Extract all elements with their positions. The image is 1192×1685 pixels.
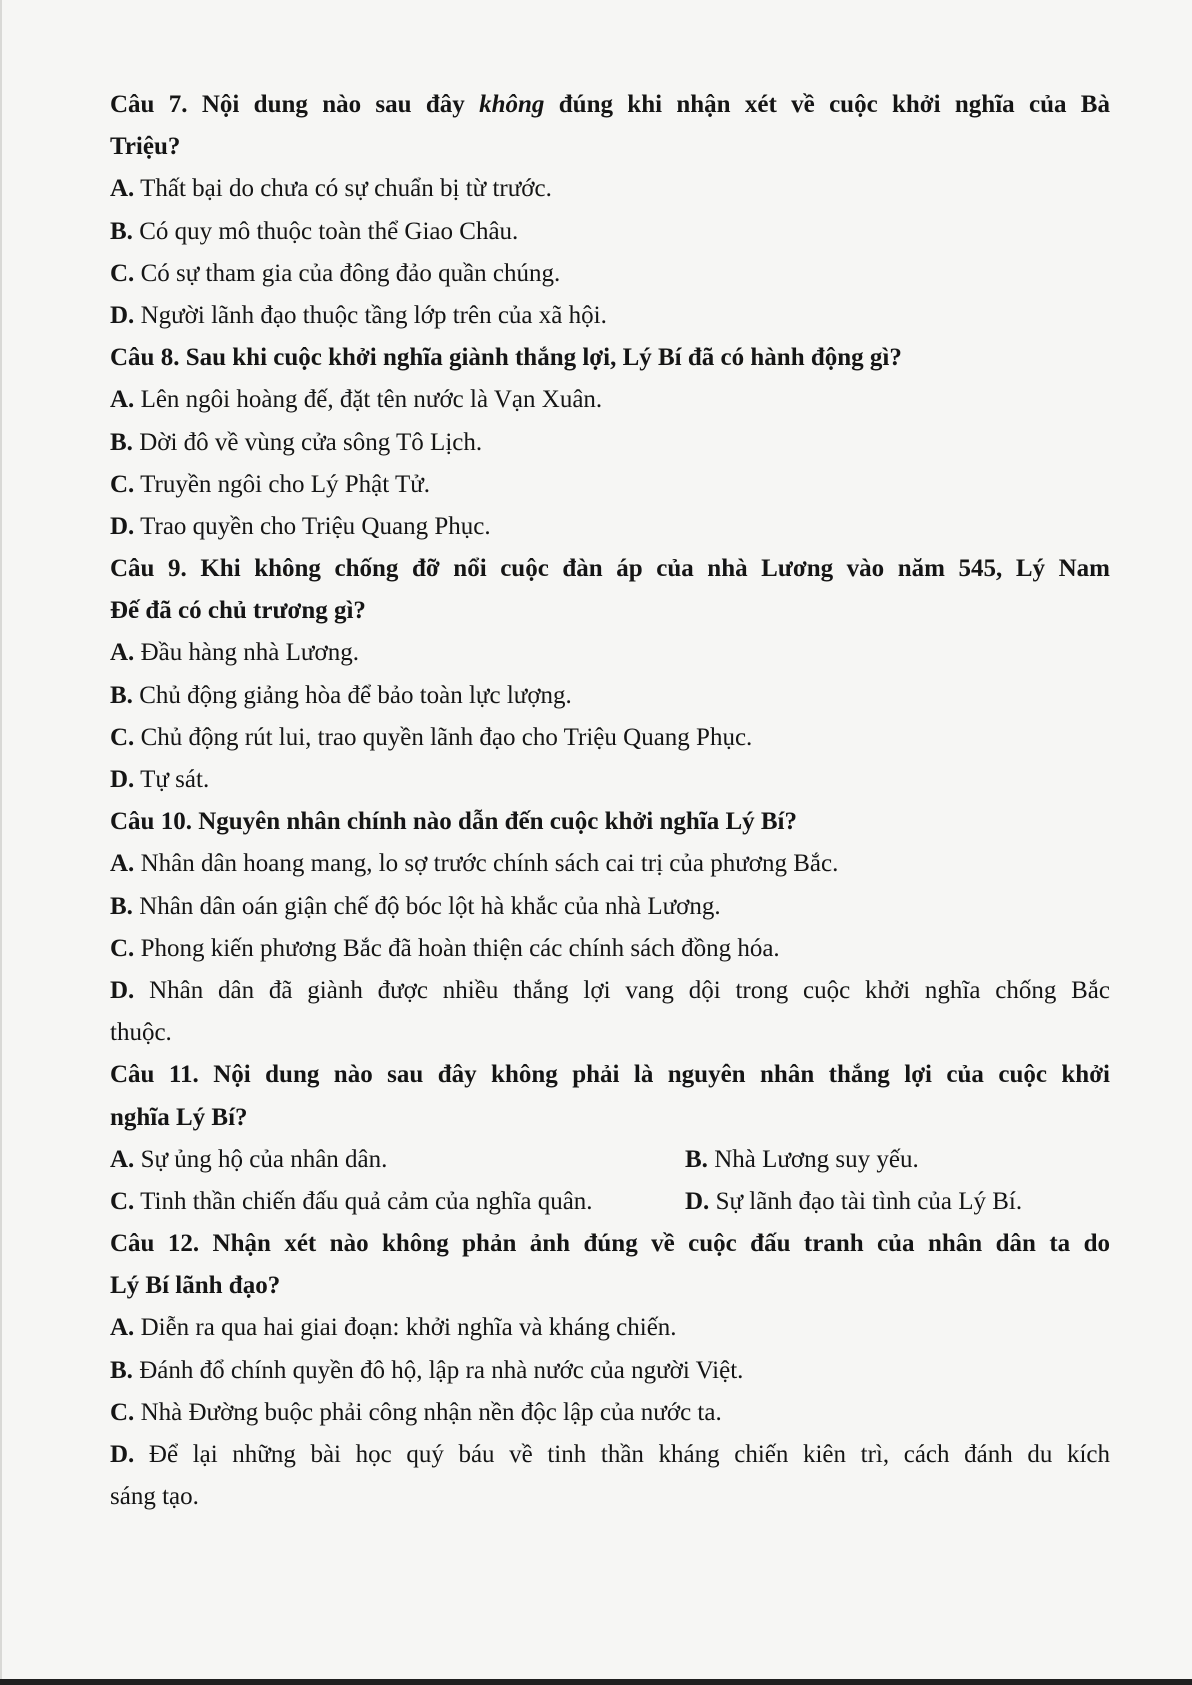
option-a (110, 168, 1110, 210)
option-a (110, 1139, 685, 1181)
option-d-continued: sáng tạo. (110, 1483, 199, 1511)
question-9 (110, 548, 1110, 801)
option-text: Nhân dân hoang mang, lo sợ trước chính sách cai trị của phương Bắc. (134, 850, 839, 878)
question-title-continued: Đế đã có chủ trương gì? (110, 597, 366, 625)
option-c (110, 1181, 685, 1223)
option-text: Đầu hàng nhà Lương. (134, 639, 359, 667)
question-7 (110, 84, 1110, 337)
option-c (110, 1392, 1110, 1434)
option-letter: A. (110, 1314, 135, 1342)
option-letter: C. (110, 1398, 135, 1426)
option-text: Để lại những bài học quý báu về tinh thần kháng chiến kiên trì, cách đánh du kích (134, 1441, 1110, 1468)
option-text: Chủ động giảng hòa để bảo toàn lực lượng. (132, 681, 572, 709)
question-title-line: Câu 9. Khi không chống đỡ nổi cuộc đàn áp của nhà Lương vào năm 545, Lý Nam (110, 555, 1110, 583)
option-letter: A. (110, 386, 135, 414)
option-text: Tự sát. (134, 766, 210, 793)
option-text: Tinh thần chiến đấu quả cảm của nghĩa quân. (134, 1187, 593, 1215)
question-11 (110, 1054, 1110, 1223)
option-c (110, 717, 1110, 759)
question-title-line: Câu 12. Nhận xét nào không phản ảnh đúng về cuộc đấu tranh của nhân dân ta do (110, 1230, 1110, 1258)
question-title-line: Câu 11. Nội dung nào sau đây không phải là nguyên nhân thắng lợi của cuộc khởi (110, 1061, 1110, 1089)
option-text: Nhân dân oán giận chế độ bóc lột hà khắc của nhà Lương. (132, 892, 721, 920)
question-8 (110, 337, 1110, 548)
option-a (110, 843, 1110, 885)
option-text: Dời đô về vùng cửa sông Tô Lịch. (132, 428, 483, 456)
option-letter: C. (110, 723, 135, 751)
scan-edge (0, 0, 2, 1685)
option-letter: B. (110, 681, 133, 709)
question-12 (110, 1223, 1110, 1518)
question-title: Câu 10. Nguyên nhân chính nào dẫn đến cuộc khởi nghĩa Lý Bí? (110, 808, 797, 836)
option-a (110, 632, 1110, 674)
question-title-continued: nghĩa Lý Bí? (110, 1103, 248, 1131)
question-title (110, 84, 1110, 126)
emphasis-text: không (479, 91, 545, 118)
option-d (110, 295, 1110, 337)
option-b (685, 1139, 1110, 1181)
option-letter: A. (110, 639, 135, 667)
option-letter: B. (110, 1356, 133, 1384)
scan-bottom-edge (0, 1679, 1192, 1685)
option-text: Có quy mô thuộc toàn thể Giao Châu. (132, 217, 519, 245)
option-letter: D. (110, 512, 135, 540)
question-title-continued: Triệu? (110, 133, 181, 161)
option-text: Sự ủng hộ của nhân dân. (134, 1145, 388, 1173)
option-row (110, 1139, 1110, 1181)
option-letter: D. (110, 301, 135, 329)
option-letter: C. (110, 934, 135, 962)
option-b (110, 211, 1110, 253)
question-title (110, 1054, 1110, 1096)
option-letter: B. (685, 1145, 708, 1173)
option-d-continued: thuộc. (110, 1019, 172, 1047)
option-text: Trao quyền cho Triệu Quang Phục. (134, 512, 491, 540)
option-d (110, 1434, 1110, 1476)
option-letter: A. (110, 175, 135, 203)
option-b (110, 422, 1110, 464)
option-c (110, 464, 1110, 506)
option-d (110, 759, 1110, 801)
question-title-continued: Lý Bí lãnh đạo? (110, 1272, 281, 1300)
option-text: Thất bại do chưa có sự chuẩn bị từ trước. (134, 175, 552, 203)
option-b (110, 675, 1110, 717)
option-letter: B. (110, 217, 133, 245)
option-letter: D. (685, 1187, 710, 1215)
option-letter: C. (110, 1187, 135, 1215)
option-text: Diễn ra qua hai giai đoạn: khởi nghĩa và kháng chiến. (134, 1314, 677, 1342)
option-b (110, 886, 1110, 928)
option-text: Truyền ngôi cho Lý Phật Tử. (134, 470, 431, 498)
question-title (110, 1223, 1110, 1265)
option-text: Sự lãnh đạo tài tình của Lý Bí. (709, 1187, 1023, 1215)
question-10 (110, 801, 1110, 1054)
option-a (110, 379, 1110, 421)
option-a (110, 1307, 1110, 1349)
option-text: Người lãnh đạo thuộc tầng lớp trên của xã hội. (134, 301, 607, 329)
option-row (110, 1181, 1110, 1223)
option-text: Lên ngôi hoàng đế, đặt tên nước là Vạn Xuân. (134, 386, 603, 414)
option-text: Phong kiến phương Bắc đã hoàn thiện các chính sách đồng hóa. (134, 934, 780, 962)
option-d (110, 970, 1110, 1012)
option-letter: A. (110, 850, 135, 878)
option-text: Chủ động rút lui, trao quyền lãnh đạo cho Triệu Quang Phục. (134, 723, 753, 751)
question-list (110, 84, 1110, 1518)
option-text: Đánh đổ chính quyền đô hộ, lập ra nhà nước của người Việt. (132, 1356, 744, 1384)
option-letter: D. (110, 766, 135, 793)
option-text: Nhà Lương suy yếu. (707, 1145, 919, 1173)
option-d (685, 1181, 1110, 1223)
option-text: Có sự tham gia của đông đảo quần chúng. (134, 259, 561, 287)
question-title: Câu 8. Sau khi cuộc khởi nghĩa giành thắng lợi, Lý Bí đã có hành động gì? (110, 344, 902, 372)
option-letter: A. (110, 1145, 135, 1173)
option-letter: B. (110, 428, 133, 456)
option-letter: C. (110, 470, 135, 498)
option-text: Nhà Đường buộc phải công nhận nền độc lập của nước ta. (134, 1398, 722, 1426)
option-text: Nhân dân đã giành được nhiều thắng lợi vang dội trong cuộc khởi nghĩa chống Bắc (134, 976, 1110, 1004)
option-c (110, 928, 1110, 970)
question-title-line: Câu 7. Nội dung nào sau đây không đúng khi nhận xét về cuộc khởi nghĩa của Bà (110, 91, 1110, 118)
option-b (110, 1350, 1110, 1392)
option-letter: C. (110, 259, 135, 287)
option-d (110, 506, 1110, 548)
option-c (110, 253, 1110, 295)
option-letter: B. (110, 892, 133, 920)
option-letter: D. (110, 1441, 135, 1468)
option-letter: D. (110, 976, 135, 1004)
question-title (110, 548, 1110, 590)
